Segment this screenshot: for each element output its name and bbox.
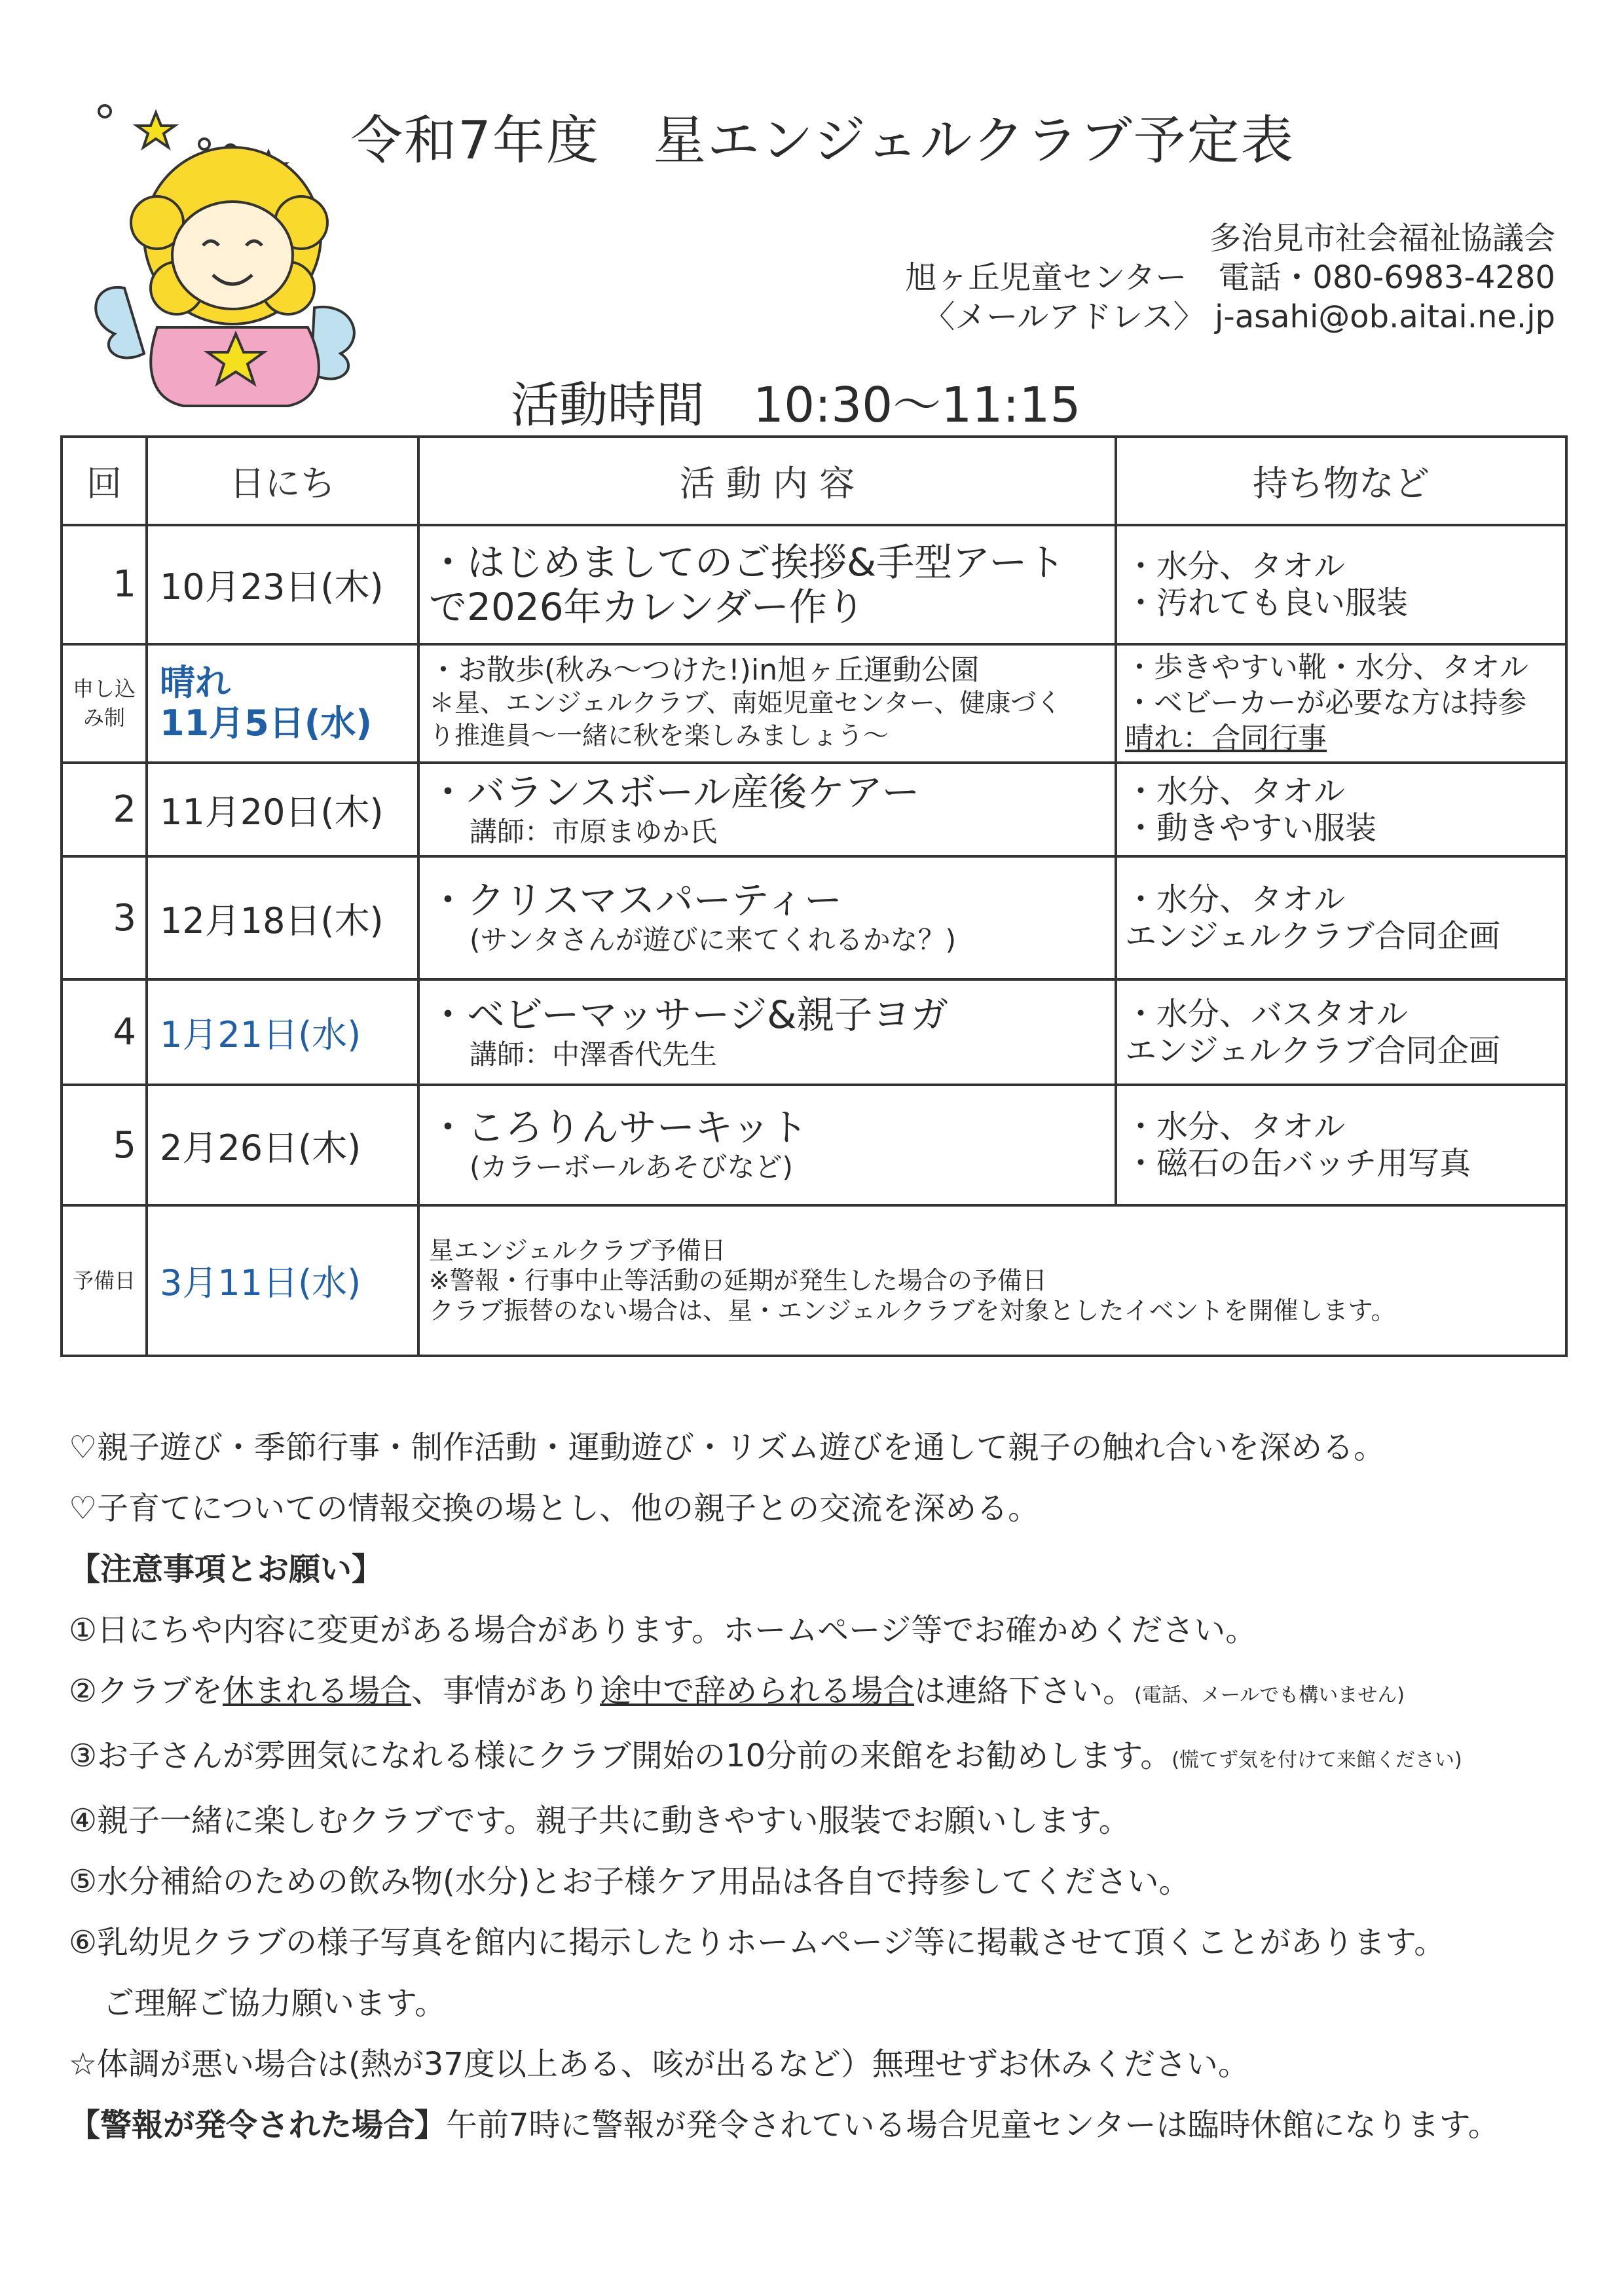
item-line: エンジェルクラブ合同企画	[1125, 918, 1500, 955]
activity-line: ・はじめましてのご挨拶&手型アート	[429, 539, 1065, 585]
angel-illustration	[79, 92, 380, 419]
notes-heading: 【注意事項とお願い】	[69, 1551, 384, 1588]
table-row	[62, 979, 1566, 1085]
table-row	[62, 1205, 1566, 1356]
round-label: 申し込み制	[62, 644, 147, 763]
item-line: ・水分、タオル	[1125, 881, 1346, 919]
round-number: 5	[62, 1085, 147, 1205]
weather-condition: 晴れ	[160, 662, 231, 704]
round-number: 3	[62, 856, 147, 979]
goal-line: ♡子育てについての情報交換の場とし、他の親子との交流を深める。	[69, 1490, 1040, 1527]
activity-cell	[418, 525, 1116, 644]
activity-cell	[418, 979, 1116, 1085]
item-line: ・歩きやすい靴・水分、タオル	[1125, 651, 1528, 685]
activity-line: (カラーボールあそびなど)	[470, 1151, 793, 1184]
note-item: ⑥乳幼児クラブの様子写真を館内に掲示したりホームページ等に掲載させて頂くことがあります。	[69, 1924, 1446, 1961]
table-row	[62, 1085, 1566, 1205]
round-number: 2	[62, 763, 147, 856]
table-row	[62, 763, 1566, 856]
items-cell	[1116, 763, 1566, 856]
email-address: 〈メールアドレス〉 j-asahi@ob.aitai.ne.jp	[923, 299, 1555, 335]
item-line: ・水分、タオル	[1125, 1108, 1346, 1146]
item-line: ・ベビーカーが必要な方は持参	[1125, 686, 1527, 720]
items-cell	[1116, 525, 1566, 644]
item-line: ・磁石の缶バッチ用写真	[1125, 1145, 1471, 1182]
table-row	[62, 856, 1566, 979]
item-line: ・水分、バスタオル	[1125, 995, 1409, 1032]
items-cell	[1116, 979, 1566, 1085]
item-line: ・水分、タオル	[1125, 547, 1346, 585]
item-line: ・汚れても良い服装	[1125, 584, 1409, 621]
event-date: 10月23日(木)	[147, 525, 418, 644]
reserve-line: ※警報・行事中止等活動の延期が発生した場合の予備日	[429, 1266, 1047, 1295]
note-item: ⑤水分補給のための飲み物(水分)とお子様ケア用品は各自で持参してください。	[69, 1863, 1190, 1900]
reserve-line: 星エンジェルクラブ予備日	[429, 1235, 726, 1265]
item-line: ・水分、タオル	[1125, 773, 1346, 810]
event-date: 3月11日(水)	[147, 1205, 418, 1356]
item-line: エンジェルクラブ合同企画	[1125, 1032, 1500, 1069]
activity-line: ・クリスマスパーティー	[429, 878, 843, 923]
activity-line: (サンタさんが遊びに来てくれるかな？)	[470, 924, 956, 957]
note-item: ②クラブを休まれる場合、事情があり途中で辞められる場合は連絡下さい。(電話、メールでも構いません)	[69, 1673, 1405, 1709]
header-round: 回	[62, 437, 147, 525]
round-number: 4	[62, 979, 147, 1085]
center-phone: 旭ヶ丘児童センター 電話・080-6983-4280	[905, 259, 1555, 296]
event-date: 12月18日(木)	[147, 856, 418, 979]
activity-hours: 活動時間 10:30〜11:15	[511, 377, 1081, 433]
event-date: 1月21日(水)	[147, 979, 418, 1085]
activity-line: ・お散歩(秋み〜つけた!)in旭ヶ丘運動公園	[429, 653, 980, 687]
note-item-continued: ご理解ご協力願います。	[103, 1985, 447, 2022]
note-item: ①日にちや内容に変更がある場合があります。ホームページ等でお確かめください。	[69, 1612, 1257, 1649]
dot-decoration	[199, 139, 210, 149]
page-title: 令和7年度 星エンジェルクラブ予定表	[350, 110, 1295, 171]
round-label: 予備日	[62, 1205, 147, 1356]
activity-line: 講師：市原まゆか氏	[470, 815, 718, 848]
wing-left	[96, 287, 144, 358]
header-items: 持ち物など	[1116, 437, 1566, 525]
schedule-table	[60, 435, 1568, 1357]
table-row	[62, 525, 1566, 644]
activity-cell	[418, 763, 1116, 856]
notes-section	[69, 1417, 1575, 2156]
item-line: 晴れ：合同行事	[1125, 721, 1327, 756]
header-date: 日にち	[147, 437, 418, 525]
event-date	[147, 644, 418, 763]
note-item: ③お子さんが雰囲気になれる様にクラブ開始の10分前の来館をお勧めします。(慌てず気を付けて来館ください)	[69, 1738, 1462, 1774]
items-cell	[1116, 856, 1566, 979]
activity-line: 講師：中澤香代先生	[470, 1038, 718, 1070]
activity-line: ・ころりんサーキット	[429, 1105, 808, 1150]
star-icon	[137, 113, 175, 147]
activity-line: ＊星、エンジェルクラブ、南姫児童センター、健康づく	[429, 689, 1062, 719]
face	[172, 202, 293, 309]
activity-line: ・バランスボール産後ケアー	[429, 769, 920, 814]
items-cell	[1116, 644, 1566, 763]
reserve-day-cell	[418, 1205, 1566, 1356]
alert-note: 【警報が発令された場合】午前7時に警報が発令されている場合児童センターは臨時休館になります。	[69, 2107, 1500, 2143]
reserve-line: クラブ振替のない場合は、星・エンジェルクラブを対象としたイベントを開催します。	[429, 1296, 1396, 1325]
activity-cell	[418, 1085, 1116, 1205]
table-row	[62, 644, 1566, 763]
item-line: ・動きやすい服装	[1125, 809, 1377, 847]
event-date: 11月20日(木)	[147, 763, 418, 856]
activity-cell	[418, 856, 1116, 979]
note-item: ④親子一緒に楽しむクラブです。親子共に動きやすい服装でお願いします。	[69, 1802, 1130, 1839]
event-date-text: 11月5日(水)	[160, 702, 373, 744]
activity-line: ・ベビーマッサージ&親子ヨガ	[429, 992, 949, 1037]
event-date: 2月26日(木)	[147, 1085, 418, 1205]
header-activity: 活 動 内 容	[418, 437, 1116, 525]
activity-cell	[418, 644, 1116, 763]
organization-name: 多治見市社会福祉協議会	[1209, 220, 1555, 257]
round-number: 1	[62, 525, 147, 644]
activity-line: り推進員〜一緒に秋を楽しみましょう〜	[429, 721, 889, 752]
dot-decoration	[99, 105, 111, 117]
activity-line: で2026年カレンダー作り	[429, 584, 865, 629]
items-cell	[1116, 1085, 1566, 1205]
goal-line: ♡親子遊び・季節行事・制作活動・運動遊び・リズム遊びを通して親子の触れ合いを深める。	[69, 1429, 1386, 1466]
health-note: ☆体調が悪い場合は(熱が37度以上ある、咳が出るなど）無理せずお休みください。	[69, 2046, 1249, 2083]
table-header-row	[62, 437, 1566, 525]
